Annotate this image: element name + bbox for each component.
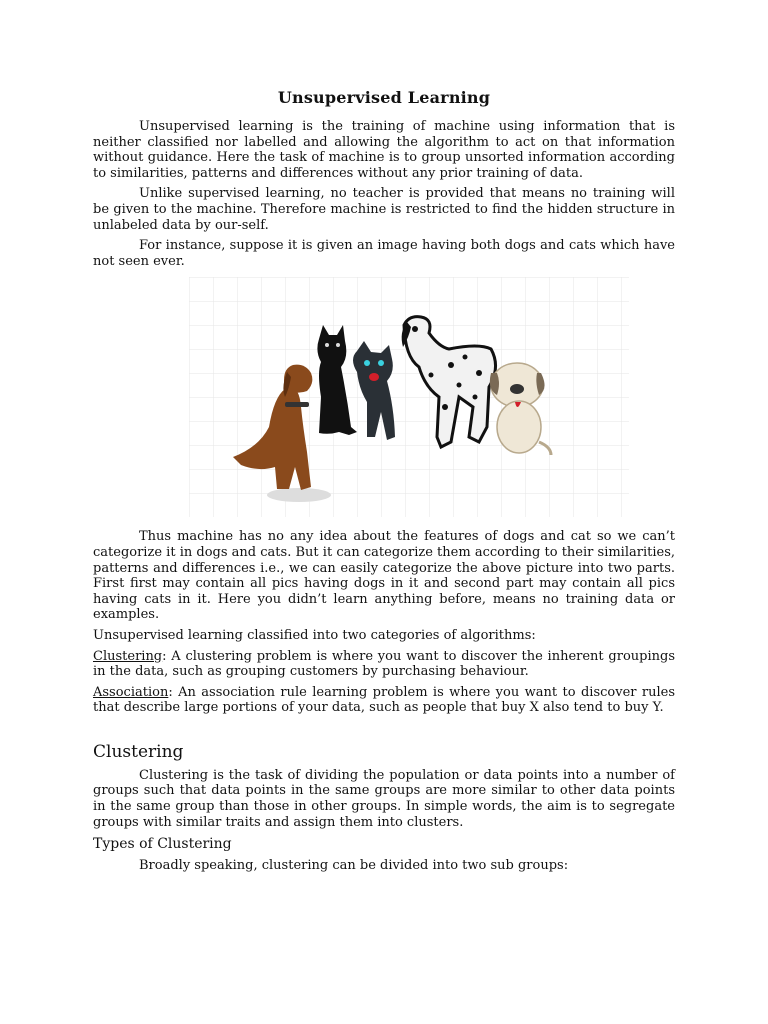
intro-paragraph-3: For instance, suppose it is given an image having both dogs and cats which have not seen ever.	[93, 238, 675, 269]
intro-paragraph-2: Unlike supervised learning, no teacher is provided that means no training will be given to the machine. Therefore machine is restricted to find the hidden structure in unlabeled data by our-self.	[93, 186, 675, 233]
after-image-paragraph: Thus machine has no any idea about the features of dogs and cat so we can’t categorize it in dogs and cats. But it can categorize them according to their similarities, patterns and differences i.e., we can easily categorize the above picture into two parts. First first may contain all pics having dogs in it and second part may contain all pics having cats in it. Here you didn’t learn anything before, means no training data or examples.	[93, 529, 675, 623]
page-title: Unsupervised Learning	[277, 88, 491, 107]
clustering-term: Clustering	[93, 648, 163, 664]
association-term: Association	[93, 684, 169, 700]
dogs-and-cats-image	[189, 277, 629, 517]
grid-background	[189, 277, 629, 517]
clustering-heading: Clustering	[93, 741, 184, 762]
types-of-clustering-heading: Types of Clustering	[93, 836, 232, 853]
clustering-definition	[93, 649, 675, 680]
association-description: : An association rule learning problem is where you want to discover rules that describe large portions of your data, such as people that buy X also tend to buy Y.	[93, 684, 675, 716]
clustering-paragraph: Clustering is the task of dividing the population or data points into a number of groups such that data points in the same groups are more similar to other data points in the same group than those in other groups. In simple words, the aim is to segregate groups with similar traits and assign them into clusters.	[93, 767, 675, 830]
document-body	[93, 88, 675, 879]
categories-intro: Unsupervised learning classified into two categories of algorithms:	[93, 627, 536, 643]
association-definition	[93, 685, 675, 716]
intro-paragraph-1: Unsupervised learning is the training of machine using information that is neither classified nor labelled and allowing the algorithm to act on that information without guidance. Here the task of machine is to group unsorted information according to similarities, patterns and differences without any prior training of data.	[93, 119, 675, 181]
dogs-and-cats-illustration	[189, 277, 629, 517]
clustering-description: : A clustering problem is where you want to discover the inherent groupings in the data, such as grouping customers by purchasing behaviour.	[93, 648, 675, 680]
types-paragraph: Broadly speaking, clustering can be divided into two sub groups:	[139, 858, 569, 874]
